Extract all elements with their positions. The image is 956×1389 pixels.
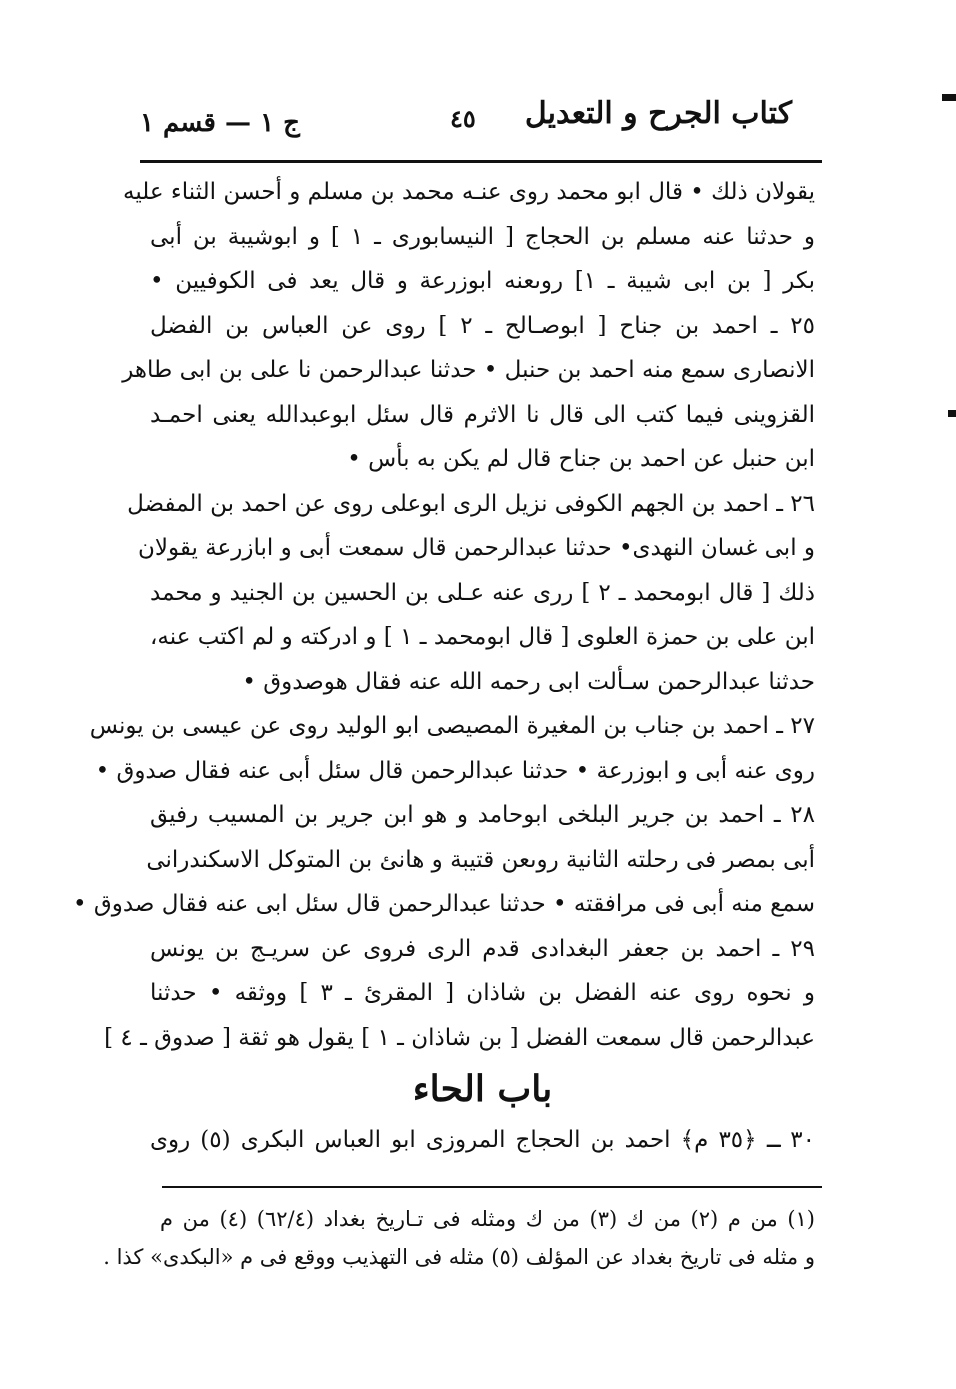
footnote-line: و مثله فى تاريخ بغداد عن المؤلف (٥) مثله فى التهذيب ووقع فى م «البكدى» كذا . <box>103 1245 815 1269</box>
text-line: ابن حنبل عن احمد بن جناح قال لم يكن به بأس • <box>347 446 815 472</box>
page-header <box>140 92 820 152</box>
volume-label: ج ١ — قسم ١ <box>140 108 300 138</box>
entry-28-line: ٢٨ ـ احمد بن جرير البلخى ابوحامد و هو ابن جرير بن المسيب رفيق <box>150 802 815 828</box>
entry-26-line: ٢٦ ـ احمد بن الجهم الكوفى نزيل الرى ابوعلى روى عن احمد بن المفضل <box>127 490 815 517</box>
text-line: حدثنا عبدالرحمن سـألت ابى رحمه الله عنه فقال هوصدوق • <box>242 668 815 695</box>
text-line: و حدثنا عنه مسلم بن الحجاج [ النيسابورى ـ ١ ] و ابوشيبة بن أبى <box>150 223 815 250</box>
page-number: ٤٥ <box>450 104 476 133</box>
text-line: و نحوه روى عنه الفضل بن شاذان [ المقرئ ـ ٣ ] ووثقه • حدثنا <box>150 980 815 1006</box>
book-title: كتاب الجرح و التعديل <box>524 96 792 131</box>
text-line: القزوينى فيما كتب الى قال نا الاثرم قال سئل ابوعبدالله يعنى احمـد <box>150 401 815 428</box>
header-rule <box>140 160 822 163</box>
text-line: سمع منه أبى فى مرافقته • حدثنا عبدالرحمن قال سئل ابى عنه فقال صدوق • <box>72 891 815 917</box>
text-line: و ابى غسان النهدى• حدثنا عبدالرحمن قال سمعت أبى و ابازرعة يقولان <box>137 535 815 561</box>
text-line: بكر [ بن ابى شيبة ـ ١] روىعنه ابوزرعة و قال يعد فى الكوفيين • <box>150 268 815 294</box>
scan-edge-mark <box>942 94 956 101</box>
entry-25-line: ٢٥ ـ احمد بن جناح [ ابوصـالح ـ ٢ ] روى عن العباس بن الفضل <box>150 312 815 339</box>
text-line: عبدالرحمن قال سمعت الفضل [ بن شاذان ـ ١ ] يقول هو ثقة [ صدوق ـ ٤ ] <box>104 1024 815 1051</box>
footnotes <box>103 1200 815 1276</box>
entry-29-line: ٢٩ ـ احمد بن جعفر البغدادى قدم الرى فروى عن سريـج بن يونس <box>150 935 815 962</box>
main-text <box>72 170 815 1163</box>
section-heading: باب الحاء <box>412 1068 553 1110</box>
text-line: روى عنه أبى و ابوزرعة • حدثنا عبدالرحمن قال سئل أبى عنه فقال صدوق • <box>95 757 815 784</box>
text-line: يقولان ذلك • قال ابو محمد روى عنـه محمد بن مسلم و أحسن الثناء عليه <box>122 179 815 205</box>
entry-27-line: ٢٧ ـ احمد بن جناب بن المغيرة المصيصى ابو الوليد روى عن عيسى بن يونس <box>89 713 815 739</box>
footnote-line: (١) من م (٢) من ك (٣) من ك ومثله فى تـاريخ بغداد (٦٢/٤) (٤) من م <box>160 1207 815 1231</box>
text-line: الانصارى سمع منه احمد بن حنبل • حدثنا عبدالرحمن نا على بن ابى طاهر <box>122 357 815 383</box>
text-line: ابن على بن حمزة العلوى [ قال ابومحمد ـ ١ ] و ادركته و لم اكتب عنه، <box>150 624 815 650</box>
entry-30-line: ٣٠ ـ ﴿٣٥ م﴾ احمد بن الحجاج المروزى ابو العباس البكرى (٥) روى <box>150 1127 815 1153</box>
text-line: أبى بمصر فى رحلته الثانية روىعن قتيبة و هانئ بن المتوكل الاسكندرانى <box>146 846 815 873</box>
scan-edge-mark <box>948 410 956 417</box>
text-line: ذلك [ قال ابومحمد ـ ٢ ] ررى عنه عـلى بن الحسين بن الجنيد و محمد <box>150 579 815 606</box>
footnote-rule <box>162 1186 822 1188</box>
